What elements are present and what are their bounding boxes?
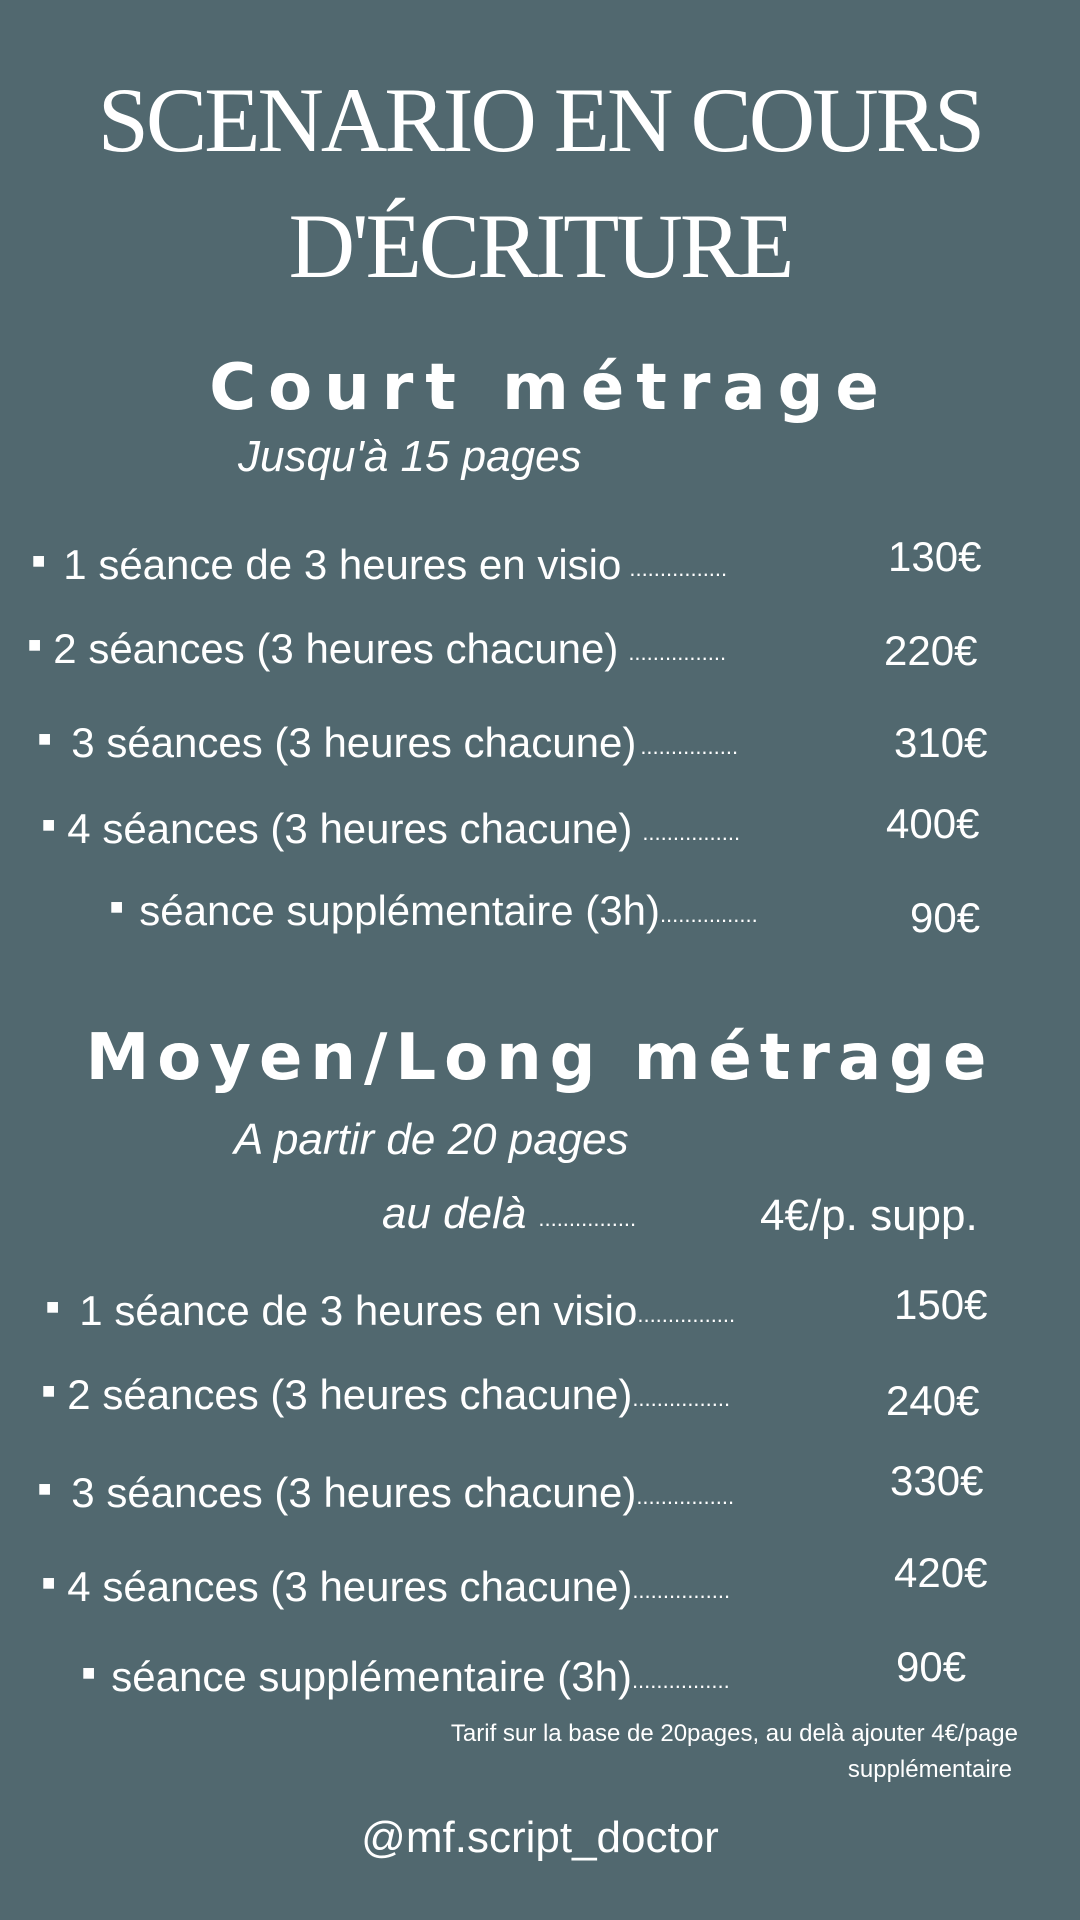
court-price-4: 400€ <box>886 800 980 847</box>
footnote-line-1: Tarif sur la base de 20pages, au delà ajouter 4€/page <box>450 1720 1018 1747</box>
dot-leader: ................ <box>629 556 728 581</box>
dot-leader: ................ <box>632 1578 731 1603</box>
item-label: 1 séance de 3 heures en visio <box>79 1287 638 1334</box>
bullet-icon: ■ <box>32 548 46 573</box>
bullet-icon: ■ <box>38 1476 52 1501</box>
court-item-4 <box>42 794 740 850</box>
court-item-2 <box>28 614 726 670</box>
long-price-3: 330€ <box>890 1457 984 1504</box>
court-price-5: 90€ <box>910 894 981 941</box>
item-label: 3 séances (3 heures chacune) <box>71 1469 637 1516</box>
long-item-2 <box>42 1360 730 1416</box>
dot-leader: ................ <box>538 1206 637 1231</box>
bullet-icon: ■ <box>28 632 42 657</box>
dot-leader: ................ <box>632 1386 731 1411</box>
dot-leader: ................ <box>637 1302 736 1327</box>
item-label: séance supplémentaire (3h) <box>111 1653 632 1700</box>
main-title-line-1: SCENARIO EN COURS <box>97 69 983 171</box>
long-price-2: 240€ <box>886 1377 980 1424</box>
court-price-2: 220€ <box>884 627 978 674</box>
main-title-line-2: D'ÉCRITURE <box>288 195 792 297</box>
dot-leader: ................ <box>628 640 727 665</box>
court-subtitle: Jusqu'à 15 pages <box>238 432 582 481</box>
long-item-4 <box>42 1552 730 1608</box>
bullet-icon: ■ <box>42 1570 56 1595</box>
dot-leader: ................ <box>636 1484 735 1509</box>
item-label: 1 séance de 3 heures en visio <box>63 541 622 588</box>
bullet-icon: ■ <box>110 894 124 919</box>
bullet-icon: ■ <box>82 1660 96 1685</box>
court-item-3 <box>38 708 738 764</box>
court-section-title: Court métrage <box>209 351 891 425</box>
bullet-icon: ■ <box>42 812 56 837</box>
dot-leader: ................ <box>631 1668 730 1693</box>
long-price-5: 90€ <box>896 1643 967 1690</box>
court-item-5 <box>110 876 758 932</box>
bullet-icon: ■ <box>42 1378 56 1403</box>
footnote-line-2: supplémentaire <box>847 1756 1012 1783</box>
item-label: 3 séances (3 heures chacune) <box>71 719 637 766</box>
long-item-5 <box>82 1642 730 1698</box>
item-label: 4 séances (3 heures chacune) <box>67 805 633 852</box>
court-item-1 <box>32 530 727 586</box>
item-label: séance supplémentaire (3h) <box>139 887 660 934</box>
beyond-label: au delà <box>382 1189 527 1238</box>
footnote <box>218 1716 1018 1788</box>
item-label: 2 séances (3 heures chacune) <box>67 1371 633 1418</box>
long-item-3 <box>38 1458 734 1514</box>
long-price-1: 150€ <box>894 1281 988 1328</box>
long-item-1 <box>46 1276 735 1332</box>
item-label: 4 séances (3 heures chacune) <box>67 1563 633 1610</box>
beyond-price: 4€/p. supp. <box>760 1191 978 1240</box>
long-section-title: Moyen/Long métrage <box>85 1021 995 1095</box>
court-price-1: 130€ <box>888 533 982 580</box>
bullet-icon: ■ <box>46 1294 60 1319</box>
long-price-4: 420€ <box>894 1549 988 1596</box>
long-beyond-row <box>382 1180 636 1236</box>
court-price-3: 310€ <box>894 719 988 766</box>
dot-leader: ................ <box>659 902 758 927</box>
dot-leader: ................ <box>642 820 741 845</box>
long-subtitle: A partir de 20 pages <box>234 1115 629 1164</box>
dot-leader: ................ <box>640 734 739 759</box>
bullet-icon: ■ <box>38 726 52 751</box>
social-handle: @mf.script_doctor <box>361 1813 719 1862</box>
item-label: 2 séances (3 heures chacune) <box>53 625 619 672</box>
